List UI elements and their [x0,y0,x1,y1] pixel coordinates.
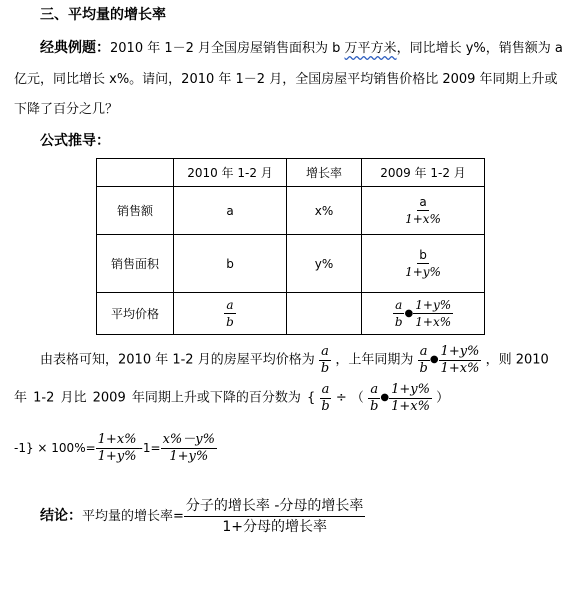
paren-close: ） [436,390,450,406]
example-text-1a: 2010 年 1－2 月全国房屋销售面积为 b [110,41,345,56]
table-header-cell: 2010 年 1-2 月 [174,159,287,187]
paren-open: （ [350,390,364,406]
cell-2010 [174,293,287,335]
example-line-1 [40,38,563,59]
table-header-cell: 2009 年 1-2 月 [362,159,485,187]
formula-table [96,158,485,335]
table-row [97,187,485,235]
fraction: $\frac{1+y\%}{1+x\%}$ [440,343,480,376]
fraction: $\frac{1+y\%}{1+x\%}$ [391,381,430,414]
fraction: $\frac{a}{1+x\%}$ [405,195,441,226]
row-label: 平均价格 [97,293,174,335]
fraction: $\frac{x\%-y\%}{1+y\%}$ [162,432,215,464]
conclusion-text: 平均量的增长率= [82,509,184,524]
table-header-cell [97,159,174,187]
fraction: $\frac{a}{b}$ [419,343,428,376]
table-row [97,235,485,293]
dot-operator-icon: ● [404,308,414,319]
conclusion-fraction: $\frac{\text{分子的增长率 -分母的增长率}}{\text{1+分母的增长率}}$ [185,498,364,535]
fraction: $\frac{1+x\%}{1+y\%}$ [97,432,137,464]
fraction: $\frac{a}{b}$ [226,298,234,329]
cell-rate: y% [287,235,362,293]
cell-2009 [362,187,485,235]
example-line-3: 下降了百分之几？ [14,102,119,117]
example-unit: 万平方米 [344,41,397,56]
divide-sign: ÷ [335,390,347,406]
cell-2010: b [174,235,287,293]
cell-rate: x% [287,187,362,235]
table-row [97,293,485,335]
cell-2009 [362,235,485,293]
fraction: $\frac{a}{b}$ [320,343,330,376]
row-label: 销售面积 [97,235,174,293]
dot-operator-icon: ● [380,392,390,403]
section-title: 三、平均量的增长率 [40,7,166,23]
conclusion [40,494,365,539]
fraction: $\frac{a}{b}$ [321,381,330,414]
derivation-line-2: 年 1-2 月比 2009 年同期上升或下降的百分数为 { $\frac{a}{b}$ ÷ （ $\frac{a}{b}$ ● $\frac{1+y\%}{1+x\%}$ ） [14,381,450,414]
derivation-line-3: -1} × 100%= $\frac{1+x\%}{1+y\%}$ -1= $\frac{x\%-y\%}{1+y\%}$ [14,432,215,464]
cell-2009 [362,293,485,335]
table-header-row [97,159,485,187]
conclusion-label: 结论： [40,508,82,524]
formula-heading: 公式推导： [40,133,110,149]
cell-2010: a [174,187,287,235]
fraction: $\frac{a}{b}$ [394,298,403,329]
fraction: $\frac{b}{1+y\%}$ [405,248,441,279]
example-line-2: 亿元，同比增长 x%。请问，2010 年 1－2 月，全国房屋平均销售价格比 2009 年同期上升或 [14,72,558,87]
table-header-cell: 增长率 [287,159,362,187]
row-label: 销售额 [97,187,174,235]
dot-operator-icon: ● [429,354,439,365]
example-heading: 经典例题： [40,40,110,56]
fraction: $\frac{1+y\%}{1+x\%}$ [415,298,452,329]
derivation-line-1: 由表格可知，2010 年 1-2 月的房屋平均价格为 $\frac{a}{b}$ ，上年同期为 $\frac{a}{b}$ ● $\frac{1+y\%}{1+x\%}$ ，则 2010 [40,343,549,376]
example-text-1b: ，同比增长 y%，销售额为 a [396,41,563,56]
cell-rate [287,293,362,335]
fraction: $\frac{a}{b}$ [370,381,379,414]
